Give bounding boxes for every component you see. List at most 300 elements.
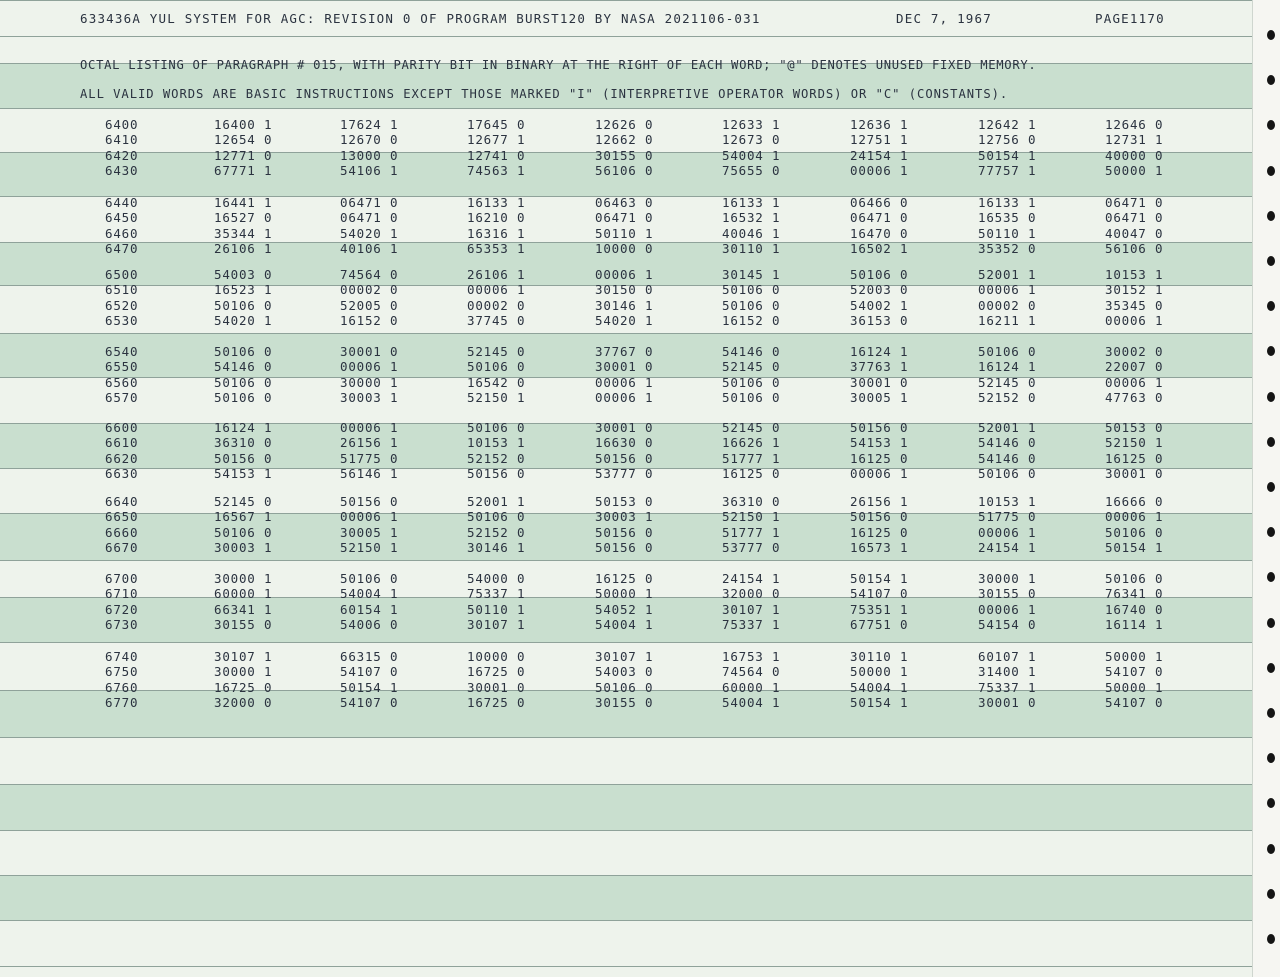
- tractor-hole-icon: [1267, 527, 1275, 537]
- octal-word: 12673 0: [722, 132, 781, 148]
- octal-word: 26156 1: [340, 435, 399, 451]
- tractor-hole-icon: [1267, 889, 1275, 899]
- octal-word: 16666 0: [1105, 494, 1164, 509]
- octal-word: 52150 1: [722, 509, 781, 525]
- octal-word: 51777 1: [722, 524, 781, 540]
- octal-word: 00006 1: [467, 282, 526, 298]
- octal-word: 36310 0: [214, 435, 273, 451]
- row-address: 6520: [105, 297, 139, 313]
- row-address: 6560: [105, 374, 139, 390]
- octal-word: 54106 1: [340, 162, 399, 178]
- octal-word: 00006 1: [595, 389, 654, 405]
- octal-word: 50106 0: [214, 297, 273, 313]
- row-address: 6420: [105, 147, 139, 163]
- octal-word: 52001 1: [978, 267, 1037, 282]
- octal-word: 00006 1: [978, 601, 1037, 617]
- octal-word: 16124 1: [978, 359, 1037, 375]
- tractor-hole-icon: [1267, 301, 1275, 311]
- octal-word: 10153 1: [978, 494, 1037, 509]
- octal-word: 16124 1: [850, 344, 909, 359]
- octal-word: 32000 0: [722, 586, 781, 602]
- octal-word: 13000 0: [340, 147, 399, 163]
- octal-word: 17624 1: [340, 117, 399, 132]
- octal-word: 54002 1: [850, 297, 909, 313]
- octal-word: 16211 1: [978, 312, 1037, 328]
- row-address: 6660: [105, 524, 139, 540]
- row-address: 6530: [105, 312, 139, 328]
- octal-word: 31400 1: [978, 664, 1037, 680]
- octal-word: 51777 1: [722, 450, 781, 466]
- octal-word: 26106 1: [214, 240, 273, 256]
- octal-word: 16725 0: [467, 694, 526, 710]
- octal-word: 00002 0: [340, 282, 399, 298]
- tractor-hole-icon: [1267, 392, 1275, 402]
- octal-word: 16152 0: [340, 312, 399, 328]
- octal-word: 30155 0: [978, 586, 1037, 602]
- octal-word: 12756 0: [978, 132, 1037, 148]
- octal-word: 74564 0: [340, 267, 399, 282]
- octal-word: 40046 1: [722, 225, 781, 241]
- row-address: 6470: [105, 240, 139, 256]
- octal-word: 30155 0: [595, 694, 654, 710]
- row-address: 6540: [105, 344, 139, 359]
- octal-word: 60000 1: [722, 679, 781, 695]
- octal-word: 50154 1: [850, 571, 909, 586]
- octal-word: 24154 1: [722, 571, 781, 586]
- octal-word: 66341 1: [214, 601, 273, 617]
- intro-line-1: OCTAL LISTING OF PARAGRAPH # 015, WITH PARITY BIT IN BINARY AT THE RIGHT OF EACH WORD; "@" DENOTES UNUSED FIXED MEMORY.: [80, 58, 1037, 72]
- greenbar-rule: [0, 560, 1252, 561]
- octal-word: 66315 0: [340, 649, 399, 664]
- octal-word: 00006 1: [1105, 509, 1164, 525]
- octal-word: 50110 1: [595, 225, 654, 241]
- octal-word: 36310 0: [722, 494, 781, 509]
- octal-word: 24154 1: [850, 147, 909, 163]
- tractor-hole-icon: [1267, 798, 1275, 808]
- tractor-hole-icon: [1267, 30, 1275, 40]
- octal-word: 52152 0: [978, 389, 1037, 405]
- row-address: 6770: [105, 694, 139, 710]
- octal-word: 30000 1: [214, 664, 273, 680]
- octal-word: 16573 1: [850, 539, 909, 555]
- octal-word: 54146 0: [722, 344, 781, 359]
- greenbar-rule: [0, 737, 1252, 738]
- octal-word: 30107 1: [595, 649, 654, 664]
- octal-word: 00006 1: [850, 162, 909, 178]
- octal-word: 12636 1: [850, 117, 909, 132]
- octal-word: 50000 1: [595, 586, 654, 602]
- octal-word: 00002 0: [978, 297, 1037, 313]
- octal-word: 12751 1: [850, 132, 909, 148]
- octal-word: 52150 1: [1105, 435, 1164, 451]
- octal-word: 16753 1: [722, 649, 781, 664]
- octal-word: 30000 1: [978, 571, 1037, 586]
- greenbar-rule: [0, 333, 1252, 334]
- octal-word: 47763 0: [1105, 389, 1164, 405]
- octal-word: 12731 1: [1105, 132, 1164, 148]
- greenbar-rule: [0, 830, 1252, 831]
- tractor-hole-icon: [1267, 572, 1275, 582]
- octal-word: 52150 1: [467, 389, 526, 405]
- octal-word: 12626 0: [595, 117, 654, 132]
- octal-word: 16133 1: [722, 195, 781, 210]
- octal-word: 50106 0: [214, 389, 273, 405]
- octal-word: 12646 0: [1105, 117, 1164, 132]
- octal-word: 30145 1: [722, 267, 781, 282]
- octal-word: 50000 1: [1105, 679, 1164, 695]
- octal-word: 37745 0: [467, 312, 526, 328]
- octal-word: 16542 0: [467, 374, 526, 390]
- octal-word: 51775 0: [978, 509, 1037, 525]
- octal-word: 50110 1: [467, 601, 526, 617]
- octal-word: 54020 1: [214, 312, 273, 328]
- octal-word: 30005 1: [850, 389, 909, 405]
- tractor-hole-icon: [1267, 482, 1275, 492]
- row-address: 6730: [105, 616, 139, 632]
- octal-word: 52145 0: [722, 359, 781, 375]
- octal-word: 30107 1: [467, 616, 526, 632]
- greenbar-rule: [0, 784, 1252, 785]
- row-address: 6450: [105, 210, 139, 226]
- octal-word: 30146 1: [467, 539, 526, 555]
- octal-word: 30110 1: [722, 240, 781, 256]
- row-address: 6400: [105, 117, 139, 132]
- octal-word: 00006 1: [1105, 374, 1164, 390]
- octal-word: 12670 0: [340, 132, 399, 148]
- octal-word: 30001 0: [850, 374, 909, 390]
- tractor-hole-icon: [1267, 663, 1275, 673]
- octal-word: 16125 0: [722, 465, 781, 481]
- row-address: 6460: [105, 225, 139, 241]
- row-address: 6600: [105, 420, 139, 435]
- octal-word: 16210 0: [467, 210, 526, 226]
- octal-word: 50106 0: [467, 509, 526, 525]
- row-address: 6710: [105, 586, 139, 602]
- octal-word: 00006 1: [850, 465, 909, 481]
- octal-word: 06466 0: [850, 195, 909, 210]
- octal-word: 50154 1: [1105, 539, 1164, 555]
- octal-word: 22007 0: [1105, 359, 1164, 375]
- octal-word: 16400 1: [214, 117, 273, 132]
- row-address: 6500: [105, 267, 139, 282]
- tractor-hole-icon: [1267, 346, 1275, 356]
- octal-word: 00006 1: [978, 524, 1037, 540]
- octal-word: 67751 0: [850, 616, 909, 632]
- octal-word: 50000 1: [1105, 649, 1164, 664]
- octal-word: 50000 1: [850, 664, 909, 680]
- octal-word: 40106 1: [340, 240, 399, 256]
- octal-word: 00006 1: [340, 359, 399, 375]
- octal-word: 54146 0: [978, 450, 1037, 466]
- octal-word: 56106 0: [1105, 240, 1164, 256]
- octal-word: 16532 1: [722, 210, 781, 226]
- octal-word: 36153 0: [850, 312, 909, 328]
- row-address: 6550: [105, 359, 139, 375]
- tractor-hole-icon: [1267, 708, 1275, 718]
- octal-word: 35345 0: [1105, 297, 1164, 313]
- octal-word: 50106 0: [978, 344, 1037, 359]
- row-address: 6410: [105, 132, 139, 148]
- octal-word: 16523 1: [214, 282, 273, 298]
- octal-word: 16152 0: [722, 312, 781, 328]
- octal-word: 00002 0: [467, 297, 526, 313]
- octal-word: 16133 1: [467, 195, 526, 210]
- row-address: 6630: [105, 465, 139, 481]
- octal-word: 50154 1: [978, 147, 1037, 163]
- greenbar-rule: [0, 642, 1252, 643]
- octal-word: 52005 0: [340, 297, 399, 313]
- octal-word: 30001 0: [467, 679, 526, 695]
- octal-word: 50106 0: [467, 420, 526, 435]
- octal-word: 30003 1: [340, 389, 399, 405]
- octal-word: 30107 1: [214, 649, 273, 664]
- octal-word: 00006 1: [595, 267, 654, 282]
- octal-word: 52003 0: [850, 282, 909, 298]
- octal-word: 12662 0: [595, 132, 654, 148]
- octal-word: 65353 1: [467, 240, 526, 256]
- octal-word: 50156 0: [467, 465, 526, 481]
- octal-word: 56106 0: [595, 162, 654, 178]
- octal-word: 50156 0: [850, 509, 909, 525]
- octal-word: 16527 0: [214, 210, 273, 226]
- octal-word: 50106 0: [1105, 571, 1164, 586]
- octal-word: 50106 0: [722, 282, 781, 298]
- octal-word: 12633 1: [722, 117, 781, 132]
- octal-word: 50106 0: [722, 389, 781, 405]
- octal-word: 54153 1: [214, 465, 273, 481]
- octal-word: 50106 0: [595, 679, 654, 695]
- octal-word: 12771 0: [214, 147, 273, 163]
- row-address: 6510: [105, 282, 139, 298]
- octal-word: 74563 1: [467, 162, 526, 178]
- octal-word: 10153 1: [467, 435, 526, 451]
- octal-word: 50156 0: [595, 450, 654, 466]
- octal-word: 35344 1: [214, 225, 273, 241]
- octal-word: 50106 0: [214, 344, 273, 359]
- octal-word: 00006 1: [978, 282, 1037, 298]
- octal-word: 16316 1: [467, 225, 526, 241]
- octal-word: 52145 0: [722, 420, 781, 435]
- octal-word: 12677 1: [467, 132, 526, 148]
- octal-word: 54107 0: [1105, 664, 1164, 680]
- octal-word: 54146 0: [978, 435, 1037, 451]
- octal-word: 06471 0: [595, 210, 654, 226]
- octal-word: 74564 0: [722, 664, 781, 680]
- octal-word: 06471 0: [340, 210, 399, 226]
- octal-word: 50156 0: [340, 494, 399, 509]
- octal-word: 50106 0: [214, 524, 273, 540]
- octal-word: 26106 1: [467, 267, 526, 282]
- octal-word: 50156 0: [214, 450, 273, 466]
- octal-word: 50000 1: [1105, 162, 1164, 178]
- row-address: 6760: [105, 679, 139, 695]
- tractor-hole-icon: [1267, 618, 1275, 628]
- row-address: 6670: [105, 539, 139, 555]
- octal-word: 30001 0: [978, 694, 1037, 710]
- greenbar-rule: [0, 966, 1252, 967]
- row-address: 6620: [105, 450, 139, 466]
- octal-word: 54004 1: [722, 694, 781, 710]
- octal-word: 40047 0: [1105, 225, 1164, 241]
- octal-word: 10153 1: [1105, 267, 1164, 282]
- octal-word: 16125 0: [850, 450, 909, 466]
- row-address: 6440: [105, 195, 139, 210]
- octal-word: 52145 0: [214, 494, 273, 509]
- octal-word: 16470 0: [850, 225, 909, 241]
- octal-word: 40000 0: [1105, 147, 1164, 163]
- octal-word: 75655 0: [722, 162, 781, 178]
- octal-word: 60000 1: [214, 586, 273, 602]
- octal-word: 30003 1: [595, 509, 654, 525]
- octal-word: 50154 1: [850, 694, 909, 710]
- octal-word: 54107 0: [340, 694, 399, 710]
- octal-word: 30107 1: [722, 601, 781, 617]
- header-title: 633436A YUL SYSTEM FOR AGC: REVISION 0 OF PROGRAM BURST120 BY NASA 2021106-031: [80, 11, 761, 26]
- octal-word: 00006 1: [340, 509, 399, 525]
- octal-word: 54020 1: [595, 312, 654, 328]
- greenbar-rule: [0, 875, 1252, 876]
- tractor-hole-icon: [1267, 934, 1275, 944]
- octal-word: 16133 1: [978, 195, 1037, 210]
- octal-word: 54000 0: [467, 571, 526, 586]
- octal-word: 00006 1: [595, 374, 654, 390]
- greenbar-rule: [0, 108, 1252, 109]
- octal-word: 54004 1: [722, 147, 781, 163]
- octal-word: 12642 1: [978, 117, 1037, 132]
- row-address: 6650: [105, 509, 139, 525]
- octal-word: 30146 1: [595, 297, 654, 313]
- octal-word: 06471 0: [1105, 195, 1164, 210]
- header-date: DEC 7, 1967: [896, 11, 992, 26]
- tractor-hole-icon: [1267, 166, 1275, 176]
- octal-word: 16725 0: [467, 664, 526, 680]
- octal-word: 54004 1: [595, 616, 654, 632]
- octal-word: 16626 1: [722, 435, 781, 451]
- octal-word: 67771 1: [214, 162, 273, 178]
- octal-word: 50106 0: [214, 374, 273, 390]
- octal-word: 30155 0: [595, 147, 654, 163]
- row-address: 6700: [105, 571, 139, 586]
- octal-word: 50106 0: [1105, 524, 1164, 540]
- octal-word: 12654 0: [214, 132, 273, 148]
- octal-word: 00006 1: [1105, 312, 1164, 328]
- greenbar-rule: [0, 36, 1252, 37]
- octal-word: 54107 0: [850, 586, 909, 602]
- octal-word: 52145 0: [978, 374, 1037, 390]
- octal-word: 53777 0: [595, 465, 654, 481]
- octal-word: 75337 1: [722, 616, 781, 632]
- octal-word: 16630 0: [595, 435, 654, 451]
- octal-word: 30152 1: [1105, 282, 1164, 298]
- header-page: PAGE1170: [1095, 11, 1165, 26]
- octal-word: 16502 1: [850, 240, 909, 256]
- tractor-feed-strip: [1252, 0, 1280, 977]
- octal-word: 24154 1: [978, 539, 1037, 555]
- octal-word: 52001 1: [467, 494, 526, 509]
- octal-word: 16567 1: [214, 509, 273, 525]
- intro-line-2: ALL VALID WORDS ARE BASIC INSTRUCTIONS EXCEPT THOSE MARKED "I" (INTERPRETIVE OPERATOR WORDS) OR "C" (CONSTANTS).: [80, 87, 1009, 101]
- octal-word: 50156 0: [595, 524, 654, 540]
- octal-word: 54107 0: [340, 664, 399, 680]
- octal-word: 16535 0: [978, 210, 1037, 226]
- octal-word: 51775 0: [340, 450, 399, 466]
- octal-word: 16740 0: [1105, 601, 1164, 617]
- octal-word: 75351 1: [850, 601, 909, 617]
- octal-word: 50110 1: [978, 225, 1037, 241]
- octal-word: 35352 0: [978, 240, 1037, 256]
- octal-word: 50153 0: [1105, 420, 1164, 435]
- octal-word: 06471 0: [340, 195, 399, 210]
- tractor-hole-icon: [1267, 211, 1275, 221]
- octal-word: 06463 0: [595, 195, 654, 210]
- row-address: 6720: [105, 601, 139, 617]
- octal-word: 54154 0: [978, 616, 1037, 632]
- octal-word: 50106 0: [978, 465, 1037, 481]
- octal-word: 30001 0: [595, 359, 654, 375]
- octal-word: 50156 0: [595, 539, 654, 555]
- octal-word: 32000 0: [214, 694, 273, 710]
- octal-word: 12741 0: [467, 147, 526, 163]
- octal-word: 50156 0: [850, 420, 909, 435]
- octal-word: 50106 0: [722, 297, 781, 313]
- octal-word: 16125 0: [1105, 450, 1164, 466]
- octal-word: 30001 0: [1105, 465, 1164, 481]
- octal-word: 76341 0: [1105, 586, 1164, 602]
- octal-word: 54006 0: [340, 616, 399, 632]
- octal-word: 50106 0: [467, 359, 526, 375]
- octal-word: 54020 1: [340, 225, 399, 241]
- row-address: 6570: [105, 389, 139, 405]
- octal-word: 54004 1: [850, 679, 909, 695]
- octal-word: 30000 1: [214, 571, 273, 586]
- octal-word: 75337 1: [978, 679, 1037, 695]
- octal-word: 37767 0: [595, 344, 654, 359]
- octal-word: 16114 1: [1105, 616, 1164, 632]
- row-address: 6610: [105, 435, 139, 451]
- octal-word: 30150 0: [595, 282, 654, 298]
- octal-word: 06471 0: [1105, 210, 1164, 226]
- octal-word: 54003 0: [214, 267, 273, 282]
- octal-word: 52145 0: [467, 344, 526, 359]
- octal-word: 16441 1: [214, 195, 273, 210]
- octal-word: 60154 1: [340, 601, 399, 617]
- octal-word: 54107 0: [1105, 694, 1164, 710]
- octal-word: 30002 0: [1105, 344, 1164, 359]
- octal-word: 30155 0: [214, 616, 273, 632]
- tractor-hole-icon: [1267, 256, 1275, 266]
- octal-word: 52152 0: [467, 524, 526, 540]
- greenbar-band: [0, 784, 1252, 830]
- octal-word: 50153 0: [595, 494, 654, 509]
- tractor-hole-icon: [1267, 753, 1275, 763]
- octal-word: 54153 1: [850, 435, 909, 451]
- row-address: 6640: [105, 494, 139, 509]
- tractor-hole-icon: [1267, 437, 1275, 447]
- octal-word: 77757 1: [978, 162, 1037, 178]
- octal-word: 30110 1: [850, 649, 909, 664]
- octal-word: 60107 1: [978, 649, 1037, 664]
- octal-word: 30001 0: [595, 420, 654, 435]
- octal-word: 30000 1: [340, 374, 399, 390]
- tractor-hole-icon: [1267, 75, 1275, 85]
- octal-word: 56146 1: [340, 465, 399, 481]
- octal-word: 00006 1: [340, 420, 399, 435]
- octal-word: 30003 1: [214, 539, 273, 555]
- octal-word: 54004 1: [340, 586, 399, 602]
- octal-word: 16725 0: [214, 679, 273, 695]
- octal-word: 54052 1: [595, 601, 654, 617]
- octal-word: 17645 0: [467, 117, 526, 132]
